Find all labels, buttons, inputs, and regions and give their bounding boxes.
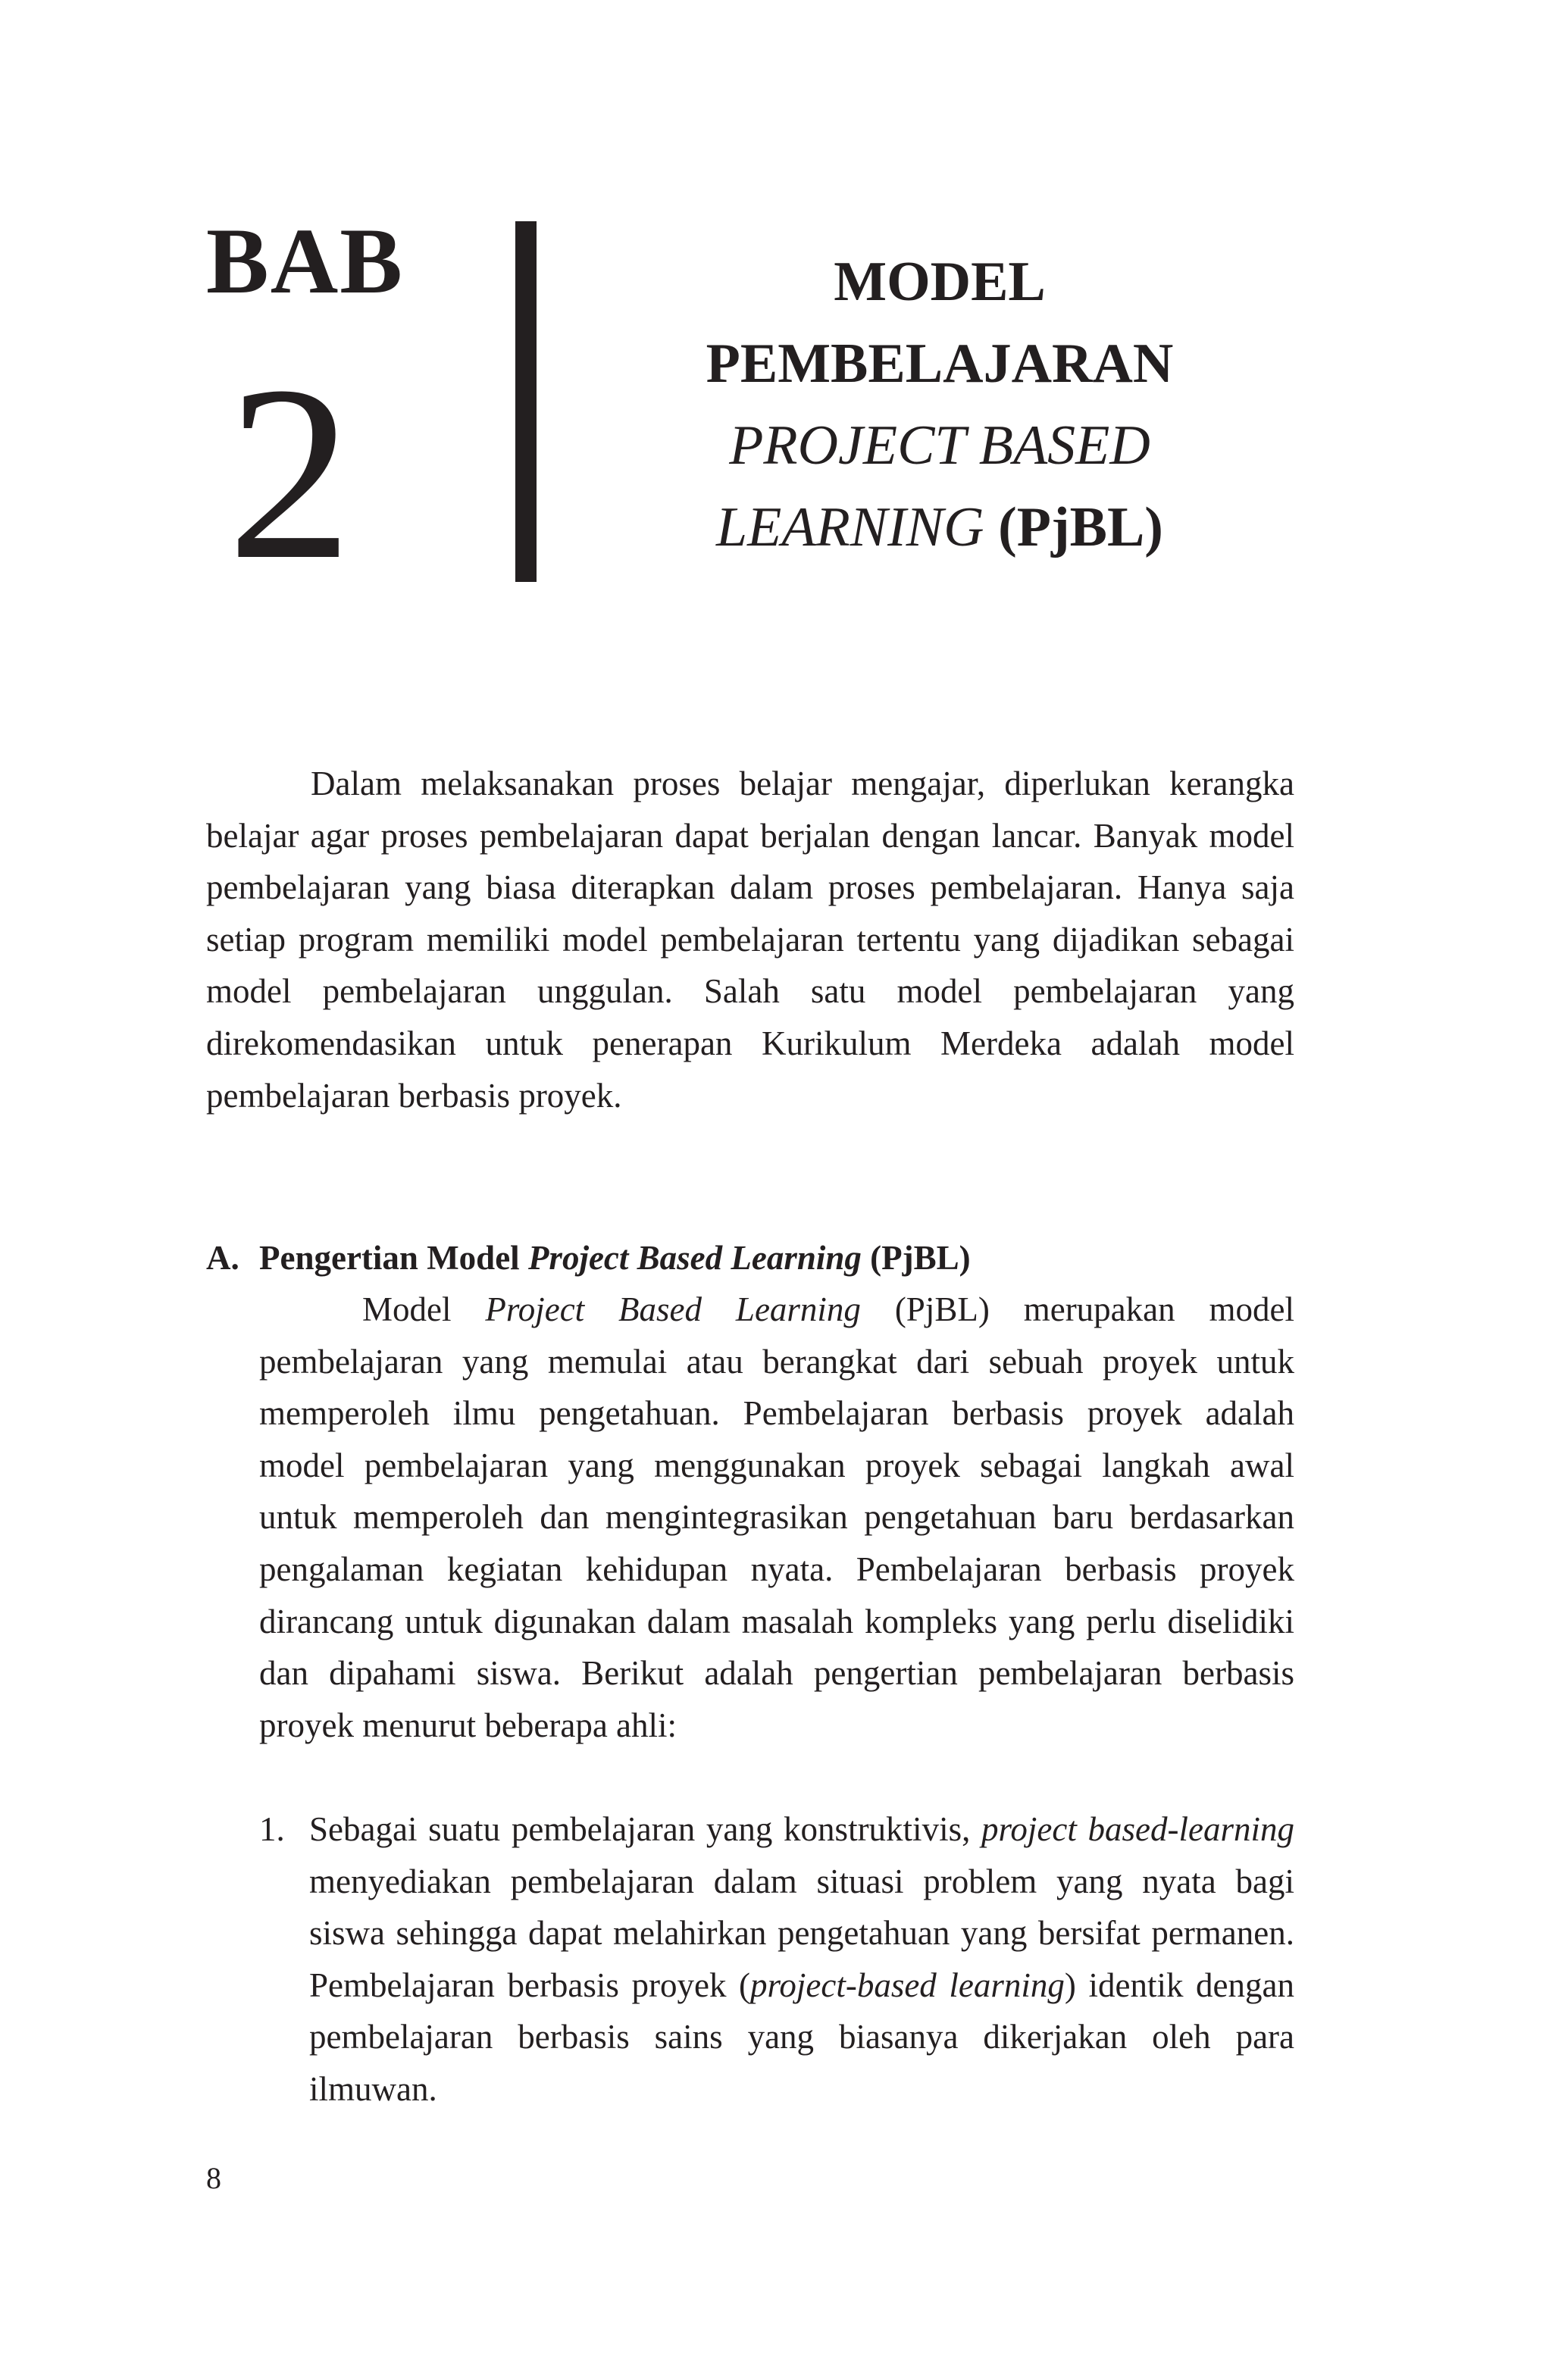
list-item: [259, 1803, 1294, 2116]
intro-paragraph: Dalam melaksanakan proses belajar mengajar, diperlukan kerangka belajar agar proses pembelajaran dapat berjalan dengan lancar. Banyak model pembelajaran yang biasa diterapkan dalam proses pembelajaran. Hanya saja setiap program memiliki model pembelajaran tertentu yang dijadikan sebagai model pembelajaran unggulan. Salah satu model pembelajaran yang direkomendasikan untuk penerapan Kurikulum Merdeka adalah model pembelajaran berbasis proyek.: [206, 765, 1294, 1115]
list-item-text-part: ) identik dengan pembelajaran berbasis sains yang biasanya dikerjakan oleh para ilmuwan.: [309, 1966, 1294, 2108]
chapter-number: 2: [227, 335, 352, 611]
section-paragraph-prefix: Model: [362, 1290, 486, 1328]
chapter-label: BAB: [206, 209, 404, 313]
chapter-title: [561, 241, 1319, 568]
list-item-text: [309, 1803, 1294, 2116]
list-item-number: 1.: [259, 1810, 285, 1848]
list-item-text-part: menyediakan pembelajaran dalam situasi problem yang nyata bagi siswa sehingga dapat melahirkan pengetahuan yang bersifat permanen. Pembelajaran berbasis proyek (: [309, 1862, 1294, 2004]
section-paragraph-text: (PjBL) merupakan model pembelajaran yang memulai atau berangkat dari sebuah proyek untuk memperoleh ilmu pengetahuan. Pembelajaran berbasis proyek adalah model pembelajaran yang menggunakan proyek sebagai langkah awal untuk memperoleh dan mengintegrasikan pengetahuan baru berdasarkan pengalaman kegiatan kehidupan nyata. Pembelajaran berbasis proyek dirancang untuk digunakan dalam masalah kompleks yang perlu diselidiki dan dipahami siswa. Berikut adalah pengertian pembelajaran berbasis proyek menurut beberapa ahli:: [259, 1290, 1294, 1744]
section-paragraph: [259, 1284, 1294, 1751]
chapter-title-line: PEMBELAJARAN: [706, 333, 1174, 395]
list-item-italic-term: project based-learning: [981, 1810, 1294, 1848]
chapter-title-abbrev: (PjBL): [984, 496, 1163, 558]
section-paragraph-italic: Project Based Learning: [485, 1290, 861, 1328]
section-heading-italic: Project Based Learning: [527, 1239, 862, 1277]
page-number: 8: [206, 2161, 221, 2195]
chapter-title-line: [561, 486, 1319, 568]
list-item-italic-term: project-based learning: [750, 1966, 1065, 2004]
section-heading-suffix: (PjBL): [861, 1239, 971, 1277]
chapter-divider: [515, 221, 537, 582]
section-heading: [206, 1232, 1294, 1284]
chapter-title-italic: LEARNING: [716, 496, 984, 558]
list-item-text-part: Sebagai suatu pembelajaran yang konstruktivis,: [309, 1810, 982, 1848]
section-heading-prefix: Pengertian Model: [259, 1239, 528, 1277]
section-letter: A.: [206, 1239, 239, 1277]
chapter-title-line: PROJECT BASED: [729, 414, 1150, 477]
chapter-title-line: MODEL: [834, 251, 1046, 313]
